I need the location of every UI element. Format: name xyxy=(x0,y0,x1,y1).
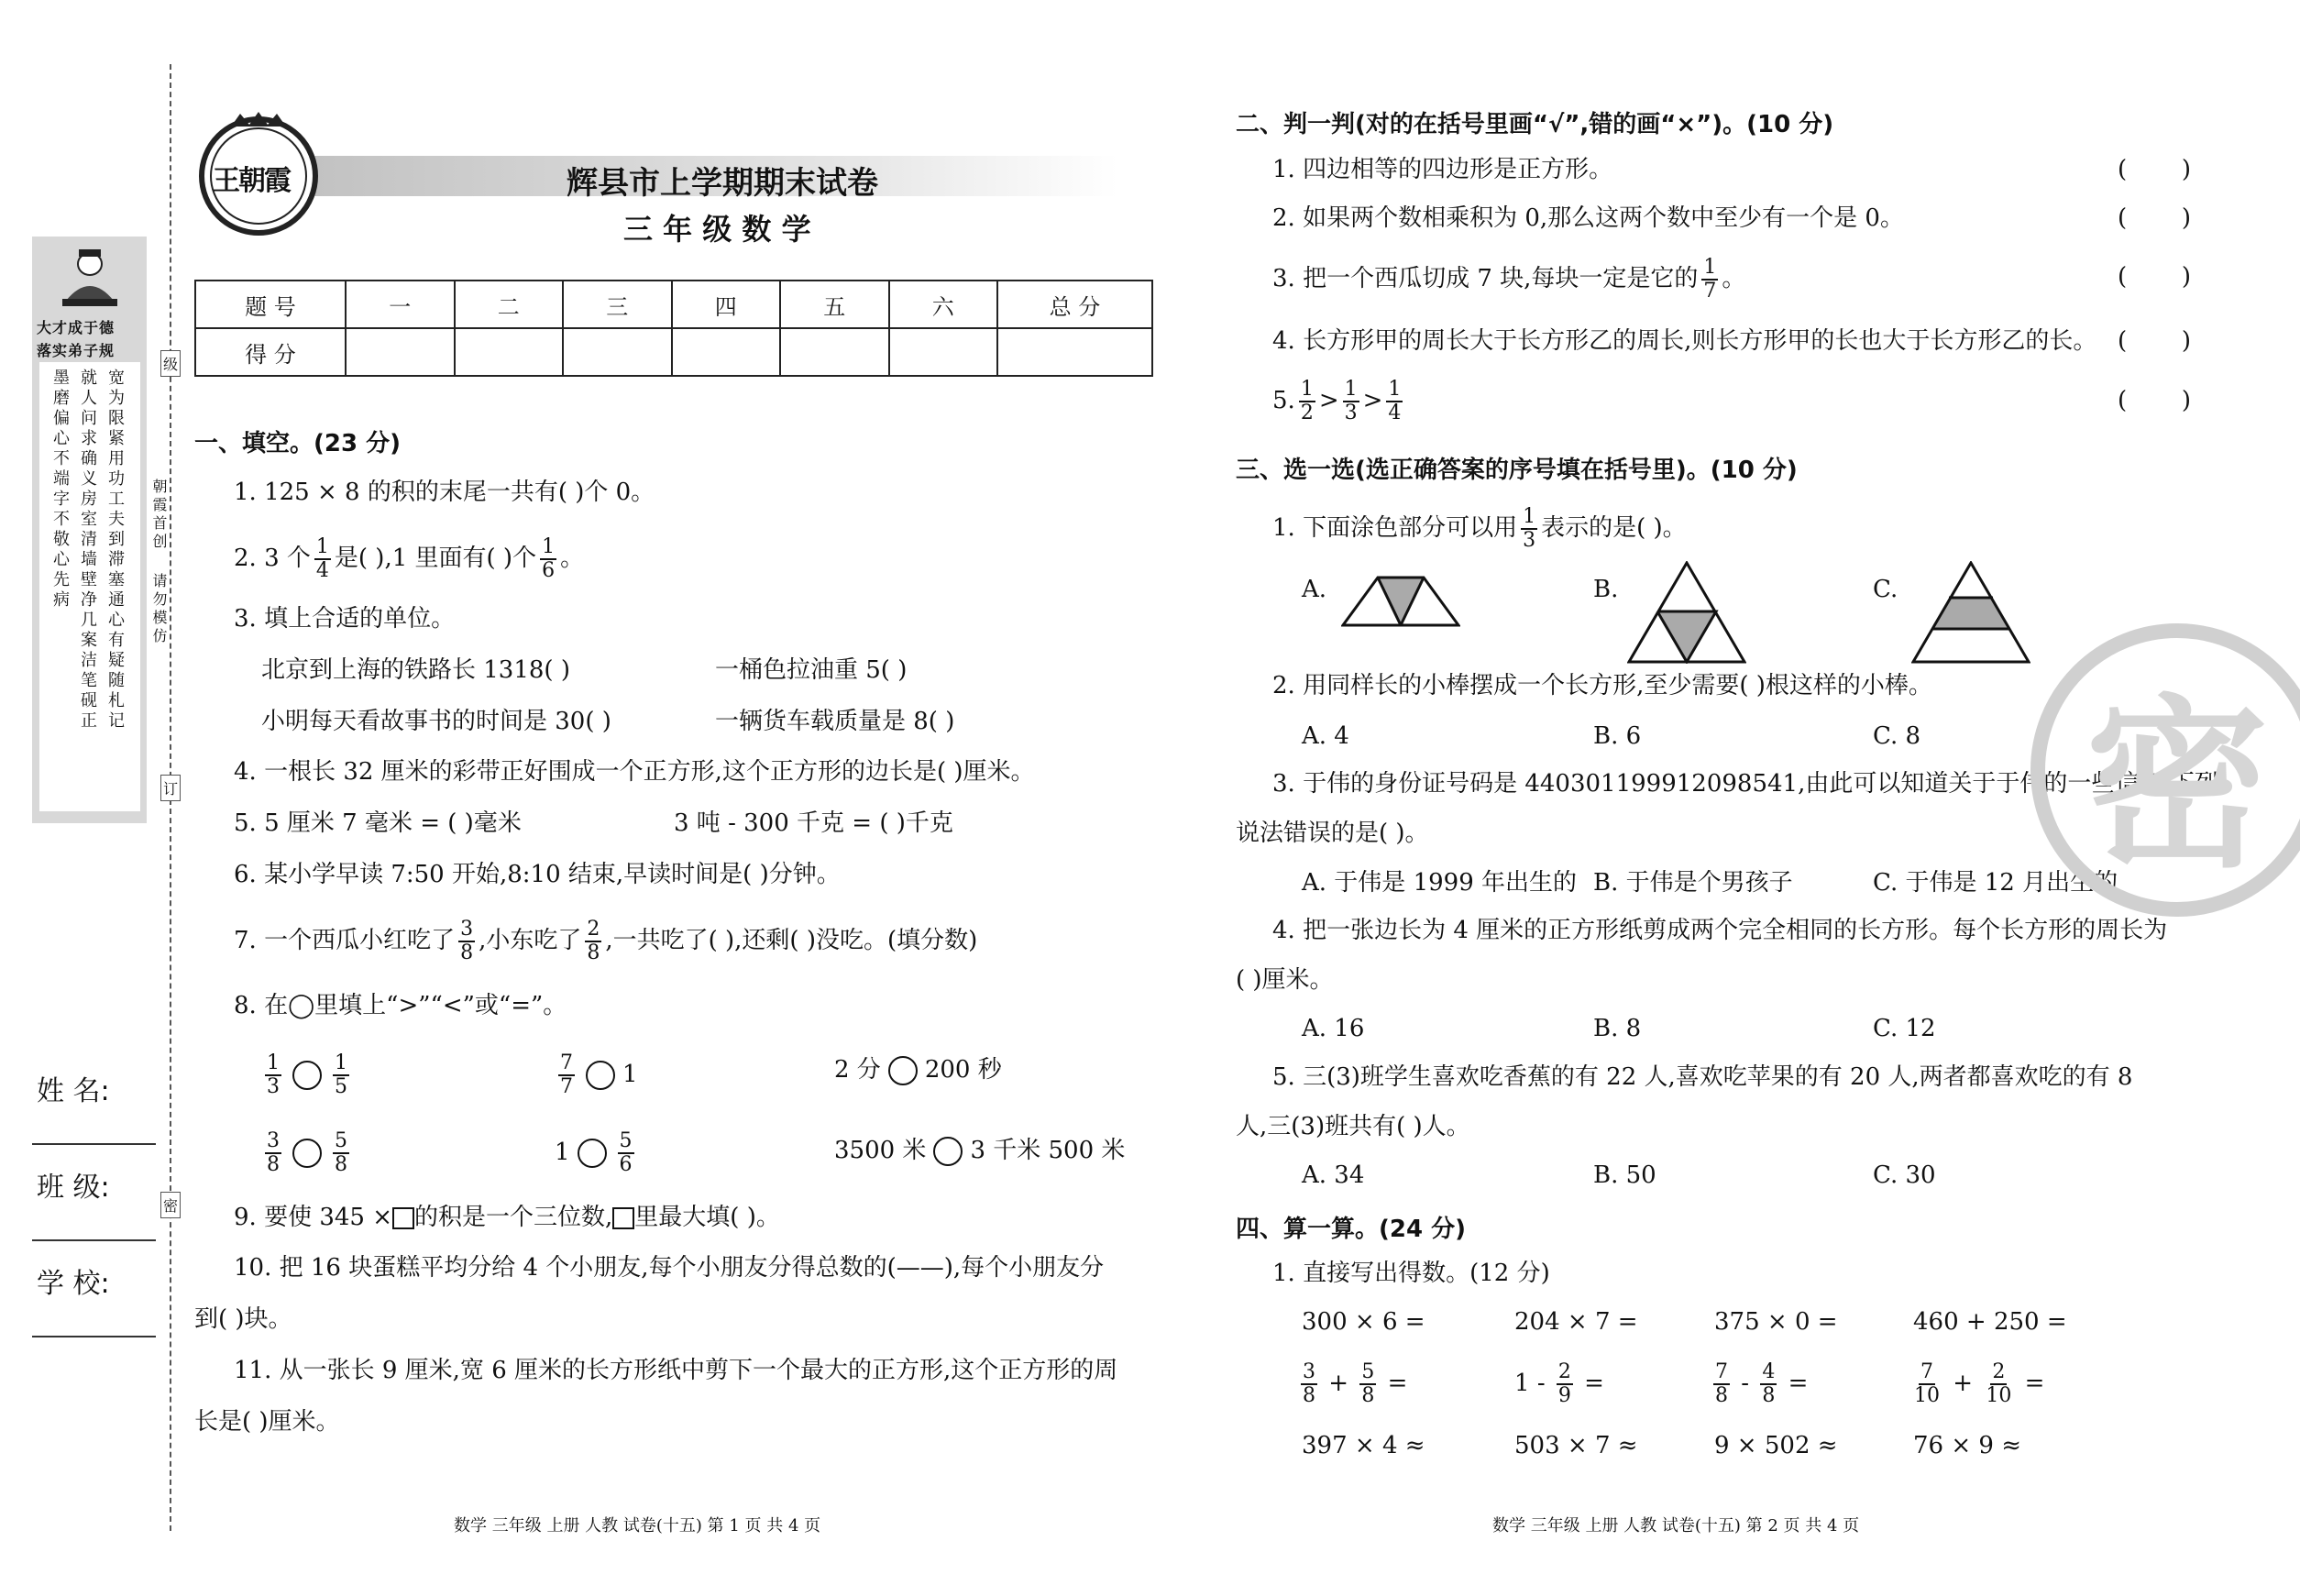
page-footer: 数学 三年级 上册 人教 试卷(十五) 第 2 页 共 4 页 xyxy=(1492,1516,1860,1535)
question: 1. 四边相等的四边形是正方形。 xyxy=(1272,156,1613,183)
answer-paren[interactable]: ( ) xyxy=(2118,327,2191,355)
answer-paren[interactable]: ( ) xyxy=(2118,387,2191,414)
question: 2. 3 个 $\frac{1}{4}$ 是( ),1 里面有( )个 $\frac{1}{6}$ 。 xyxy=(234,535,585,582)
question-part: 小明每天看故事书的时间是 30( ) xyxy=(261,708,611,735)
compare-item: $\frac{7}{7}$ 1 xyxy=(560,1051,638,1098)
calc-item: $\frac{7}{8}$ - $\frac{4}{8}$ = xyxy=(1715,1360,1809,1407)
calc-item: 300 × 6 = xyxy=(1302,1308,1425,1336)
score-input[interactable] xyxy=(889,328,998,376)
compare-circle[interactable] xyxy=(292,1061,322,1090)
score-input[interactable] xyxy=(997,328,1152,376)
score-cell: 总 分 xyxy=(997,281,1152,328)
score-cell: 五 xyxy=(780,281,889,328)
option[interactable]: B. 于伟是个男孩子 xyxy=(1593,869,1793,897)
question-part: 北京到上海的铁路长 1318( ) xyxy=(261,656,570,684)
option[interactable]: A. 34 xyxy=(1302,1161,1365,1189)
strip-note: 朝霞首创 xyxy=(150,479,168,552)
compare-circle[interactable] xyxy=(586,1061,615,1090)
option-label: A. xyxy=(1302,576,1327,603)
score-table xyxy=(194,280,1153,377)
question-part: 一辆货车载质量是 8( ) xyxy=(715,708,955,735)
section-heading: 四、算一算。(24 分) xyxy=(1236,1216,1466,1243)
question: 3. 于伟的身份证号码是 440301199912098541,由此可以知道关于于伟的一些信息,下列 xyxy=(1272,770,2218,798)
school-field[interactable] xyxy=(32,1336,156,1337)
score-header-row xyxy=(195,281,1152,328)
option[interactable]: A. 4 xyxy=(1302,722,1349,750)
option[interactable]: A. 16 xyxy=(1302,1015,1365,1042)
calc-item: 375 × 0 = xyxy=(1714,1308,1838,1336)
option[interactable]: B. 50 xyxy=(1593,1161,1656,1189)
calc-item: 76 × 9 ≈ xyxy=(1913,1432,2021,1459)
score-input[interactable] xyxy=(780,328,889,376)
name-field[interactable] xyxy=(32,1143,156,1145)
motto-column: 墨磨偏心不端字不敬心先病 xyxy=(50,369,70,611)
question: 2. 用同样长的小棒摆成一个长方形,至少需要( )根这样的小棒。 xyxy=(1272,672,1932,699)
class-label: 班 级: xyxy=(37,1172,110,1204)
question: 4. 把一张边长为 4 厘米的正方形纸剪成两个完全相同的长方形。每个长方形的周长为 xyxy=(1272,917,2168,944)
watermark-seal: 密 xyxy=(2030,623,2300,917)
motto-column: 宽为限紧用功工夫到滞塞通心有疑随札记 xyxy=(105,369,125,732)
answer-paren[interactable]: ( ) xyxy=(2118,156,2191,183)
question: 7. 一个西瓜小红吃了 $\frac{3}{8}$ ,小东吃了 $\frac{2}{8}$ ,一共吃了( ),还剩( )没吃。(填分数) xyxy=(234,918,978,964)
option[interactable]: C. 30 xyxy=(1873,1161,1936,1189)
option[interactable]: A. 于伟是 1999 年出生的 xyxy=(1302,869,1578,897)
score-cell: 四 xyxy=(672,281,781,328)
compare-circle[interactable] xyxy=(578,1139,607,1168)
name-label: 姓 名: xyxy=(37,1075,110,1107)
question: 1. 125 × 8 的积的末尾一共有( )个 0。 xyxy=(234,479,655,506)
question: 2. 如果两个数相乘积为 0,那么这两个数中至少有一个是 0。 xyxy=(1272,204,1904,232)
question-part: 一桶色拉油重 5( ) xyxy=(715,656,908,684)
score-input[interactable] xyxy=(563,328,672,376)
figure-c[interactable] xyxy=(1911,561,2030,667)
option-label: C. xyxy=(1873,576,1898,603)
section-heading: 二、判一判(对的在括号里画“√”,错的画“×”)。(10 分) xyxy=(1236,111,1834,138)
option-label: B. xyxy=(1593,576,1619,603)
binding-mark: 密 xyxy=(160,1192,181,1218)
scholar-illustration xyxy=(53,246,127,310)
question: 10. 把 16 块蛋糕平均分给 4 个小朋友,每个小朋友分得总数的(——),每个小朋友分 xyxy=(234,1254,1105,1282)
page-subtitle: 三 年 级 数 学 xyxy=(623,212,811,247)
score-cell: 题 号 xyxy=(195,281,346,328)
question: 3. 填上合适的单位。 xyxy=(234,605,456,633)
question: 说法错误的是( )。 xyxy=(1236,820,1429,847)
question: 人,三(3)班共有( )人。 xyxy=(1236,1113,1470,1140)
score-value-row xyxy=(195,328,1152,376)
figure-b[interactable] xyxy=(1627,561,1746,667)
question: 5. $\frac{1}{2}$ > $\frac{1}{3}$ > $\frac{1}{4}$ xyxy=(1272,378,1402,424)
compare-item: $\frac{1}{3}$ $\frac{1}{5}$ xyxy=(267,1051,347,1098)
compare-item: 3500 米 3 千米 500 米 xyxy=(834,1137,1126,1164)
question: 8. 在◯里填上“>”“<”或“=”。 xyxy=(234,992,567,1019)
score-cell: 六 xyxy=(889,281,998,328)
calc-item: 9 × 502 ≈ xyxy=(1714,1432,1838,1459)
question: 11. 从一张长 9 厘米,宽 6 厘米的长方形纸中剪下一个最大的正方形,这个正方形的周 xyxy=(234,1357,1118,1384)
motto-column: 就人问求确义房室清墙壁净几案洁笔砚正 xyxy=(78,369,97,732)
question: 5. 三(3)班学生喜欢吃香蕉的有 22 人,喜欢吃苹果的有 20 人,两者都喜欢吃的有 8 xyxy=(1272,1063,2133,1091)
option[interactable]: B. 6 xyxy=(1593,722,1642,750)
question: ( )厘米。 xyxy=(1236,966,1334,994)
compare-circle[interactable] xyxy=(888,1056,918,1085)
option[interactable]: C. 8 xyxy=(1873,722,1921,750)
compare-circle[interactable] xyxy=(933,1137,963,1166)
school-label: 学 校: xyxy=(37,1268,110,1300)
option[interactable]: C. 于伟是 12 月出生的 xyxy=(1873,869,2118,897)
compare-item: $\frac{3}{8}$ $\frac{5}{8}$ xyxy=(267,1129,347,1176)
motto-line-2: 落实弟子规 xyxy=(37,342,116,359)
calc-item: 204 × 7 = xyxy=(1514,1308,1638,1336)
question: 1. 下面涂色部分可以用 $\frac{1}{3}$ 表示的是( )。 xyxy=(1272,505,1687,552)
compare-circle[interactable] xyxy=(292,1139,322,1168)
binding-mark: 订 xyxy=(160,775,181,801)
strip-note: 请勿模仿 xyxy=(150,573,168,646)
motto-line-1: 大才成于德 xyxy=(37,319,116,336)
question: 1. 直接写出得数。(12 分) xyxy=(1272,1260,1550,1287)
score-input[interactable] xyxy=(346,328,455,376)
page-title: 辉县市上学期期末试卷 xyxy=(567,165,878,202)
figure-a[interactable] xyxy=(1341,576,1460,631)
calc-item: 397 × 4 ≈ xyxy=(1302,1432,1425,1459)
calc-item: $\frac{3}{8}$ + $\frac{5}{8}$ = xyxy=(1303,1360,1408,1407)
blank-square xyxy=(392,1207,414,1229)
question-part: 5. 5 厘米 7 毫米 = ( )毫米 xyxy=(234,809,522,837)
score-input[interactable] xyxy=(455,328,564,376)
compare-item: 1 $\frac{5}{6}$ xyxy=(555,1129,633,1176)
binding-mark: 级 xyxy=(160,350,181,377)
blank-square xyxy=(612,1207,634,1229)
question: 6. 某小学早读 7:50 开始,8:10 结束,早读时间是( )分钟。 xyxy=(234,861,841,888)
calc-item: $\frac{7}{10}$ + $\frac{2}{10}$ = xyxy=(1914,1360,2045,1407)
score-cell: 二 xyxy=(455,281,564,328)
logo-text: 王朝霞 xyxy=(213,165,290,197)
question: 4. 一根长 32 厘米的彩带正好围成一个正方形,这个正方形的边长是( )厘米。 xyxy=(234,758,1035,786)
page-footer: 数学 三年级 上册 人教 试卷(十五) 第 1 页 共 4 页 xyxy=(454,1516,821,1535)
question: 到( )块。 xyxy=(194,1305,292,1333)
question: 9. 要使 345 × 的积是一个三位数, 里最大填( )。 xyxy=(234,1204,780,1231)
section-heading: 三、选一选(选正确答案的序号填在括号里)。(10 分) xyxy=(1236,457,1798,484)
question: 4. 长方形甲的周长大于长方形乙的周长,则长方形甲的长也大于长方形乙的长。 xyxy=(1272,327,2097,355)
answer-paren[interactable]: ( ) xyxy=(2118,204,2191,232)
compare-item: 2 分 200 秒 xyxy=(834,1056,1002,1084)
calc-item: 1 - $\frac{2}{9}$ = xyxy=(1514,1360,1604,1407)
score-cell: 得 分 xyxy=(195,328,346,376)
calc-item: 503 × 7 ≈ xyxy=(1514,1432,1638,1459)
option[interactable]: B. 8 xyxy=(1593,1015,1642,1042)
score-input[interactable] xyxy=(672,328,781,376)
score-cell: 一 xyxy=(346,281,455,328)
section-heading: 一、填空。(23 分) xyxy=(194,430,401,457)
question-part: 3 吨 - 300 千克 = ( )千克 xyxy=(674,809,953,837)
question: 长是( )厘米。 xyxy=(194,1408,340,1436)
calc-item: 460 + 250 = xyxy=(1913,1308,2067,1336)
class-field[interactable] xyxy=(32,1239,156,1241)
option[interactable]: C. 12 xyxy=(1873,1015,1936,1042)
question: 3. 把一个西瓜切成 7 块,每块一定是它的 $\frac{1}{7}$ 。 xyxy=(1272,256,1746,303)
score-cell: 三 xyxy=(563,281,672,328)
answer-paren[interactable]: ( ) xyxy=(2118,263,2191,291)
